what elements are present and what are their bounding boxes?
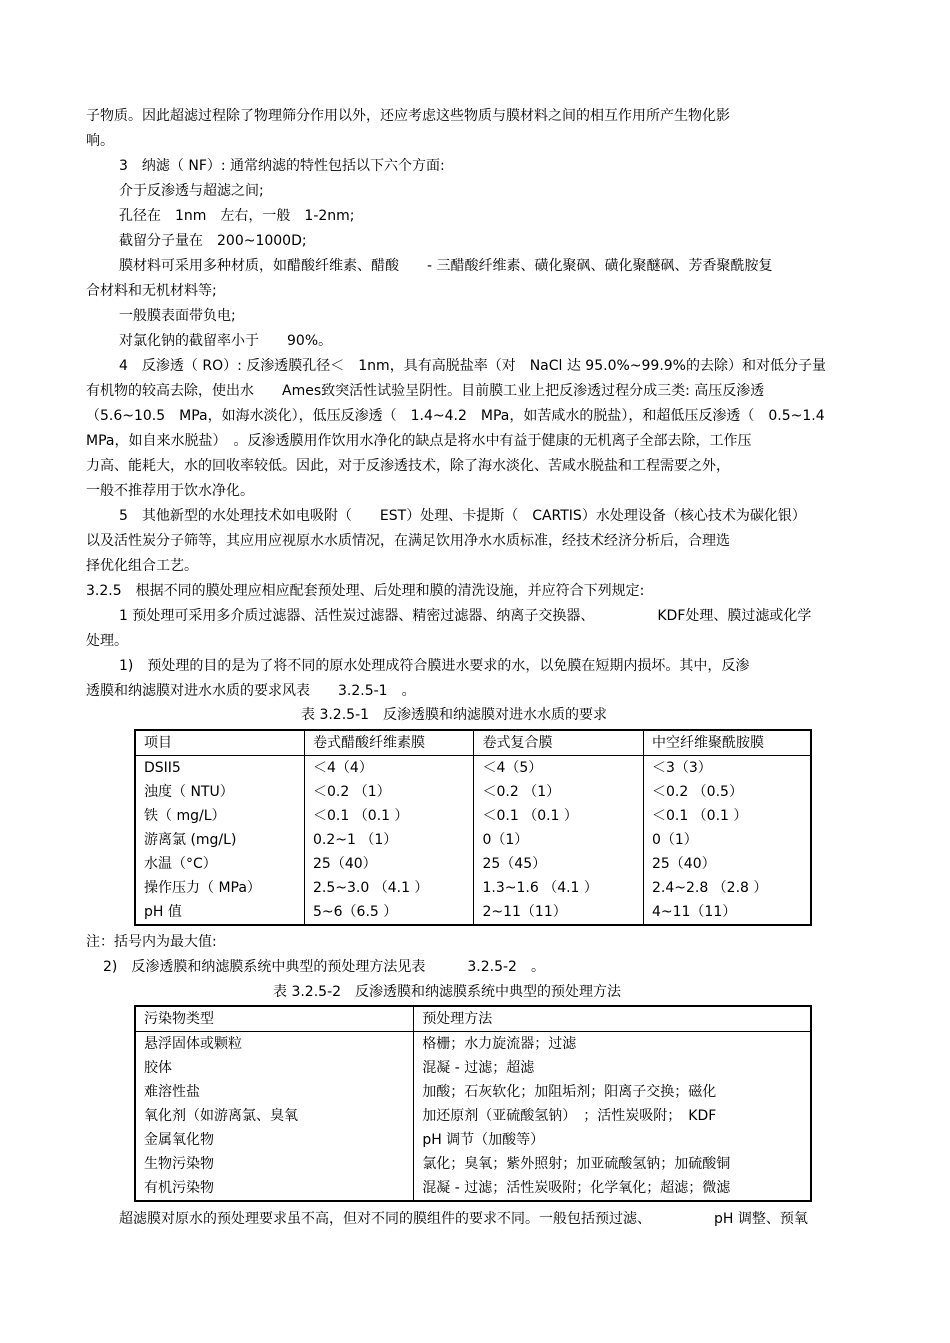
paragraph-line: 对氯化钠的截留率小于 90%。 <box>119 333 333 349</box>
table-cell: 铁（ mg/L） <box>135 804 305 828</box>
table-row <box>135 1080 811 1104</box>
table1-caption: 表 3.2.5-1 反渗透膜和纳滤膜对进水水质的要求 <box>301 707 608 723</box>
paragraph-line: 透膜和纳滤膜对进水水质的要求风表 3.2.5-1 。 <box>86 683 416 699</box>
table-cell: 水温（°C） <box>135 852 305 876</box>
table-row <box>135 1128 811 1152</box>
table-row <box>135 1056 811 1080</box>
table-cell: ＜4（5） <box>474 756 643 781</box>
table-row <box>135 1032 811 1057</box>
table2-caption: 表 3.2.5-2 反渗透膜和纳滤膜系统中典型的预处理方法 <box>273 984 622 1000</box>
table-header-cell: 污染物类型 <box>135 1006 414 1032</box>
table-cell: 难溶性盐 <box>135 1080 414 1104</box>
paragraph-line: （5.6~10.5 MPa，如海水淡化），低压反渗透（ 1.4~4.2 MPa，如苦咸水的脱盐），和超低压反渗透（ 0.5~1.4 <box>86 408 825 424</box>
table-cell: 2.5~3.0 （4.1 ） <box>305 876 474 900</box>
paragraph-line: 膜材料可采用多种材质，如醋酸纤维素、醋酸 - 三醋酸纤维素、磺化聚砜、磺化聚醚砜、芳香聚酰胺复 <box>119 258 773 274</box>
table-cell: 有机污染物 <box>135 1176 414 1201</box>
paragraph-line: 2) 反渗透膜和纳滤膜系统中典型的预处理方法见表 3.2.5-2 。 <box>103 959 545 975</box>
table-cell: 加酸；石灰软化；加阻垢剂；阳离子交换；磁化 <box>414 1080 811 1104</box>
table-row <box>135 804 811 828</box>
table-cell: 操作压力（ MPa） <box>135 876 305 900</box>
table-cell: 格栅；水力旋流器；过滤 <box>414 1032 811 1057</box>
table-row <box>135 756 811 781</box>
table-cell: ＜0.1 （0.1 ） <box>474 804 643 828</box>
table-cell: ＜0.1 （0.1 ） <box>305 804 474 828</box>
table-cell: 氯化；臭氧；紫外照射；加亚硫酸氢钠；加硫酸铜 <box>414 1152 811 1176</box>
table-cell: 4~11（11） <box>643 900 811 925</box>
paragraph-line: 子物质。因此超滤过程除了物理筛分作用以外，还应考虑这些物质与膜材料之间的相互作用所产生物化影 <box>86 108 730 124</box>
paragraph-line: 以及活性炭分子筛等，其应用应视原水水质情况，在满足饮用净水水质标准，经技术经济分析后，合理选 <box>86 533 730 549</box>
table-row <box>135 852 811 876</box>
paragraph-line: 孔径在 1nm 左右，一般 1-2nm; <box>119 208 355 224</box>
table-cell: 0（1） <box>474 828 643 852</box>
table-cell: 25（40） <box>305 852 474 876</box>
table-row <box>135 876 811 900</box>
table-header-cell: 项目 <box>135 730 305 756</box>
paragraph-line: 力高、能耗大，水的回收率较低。因此，对于反渗透技术，除了海水淡化、苦咸水脱盐和工程需要之外， <box>86 458 730 474</box>
table-cell: 浊度（ NTU） <box>135 780 305 804</box>
paragraph-line: 合材料和无机材料等; <box>86 283 217 299</box>
paragraph-line: 1 预处理可采用多介质过滤器、活性炭过滤器、精密过滤器、纳离子交换器、 KDF处理、膜过滤或化学 <box>119 608 812 624</box>
paragraph-line: 响。 <box>86 133 114 149</box>
table-row <box>135 900 811 925</box>
section-other-heading: 5 其他新型的水处理技术如电吸附（ EST）处理、卡提斯（ CARTIS）水处理设备（核心技术为碳化银） <box>119 508 806 524</box>
table-cell: 0.2~1 （1） <box>305 828 474 852</box>
table-row <box>135 1104 811 1128</box>
table-cell: 生物污染物 <box>135 1152 414 1176</box>
feedwater-requirements-table <box>134 729 812 926</box>
table-cell: ＜0.1 （0.1 ） <box>643 804 811 828</box>
table-cell: ＜0.2 （1） <box>474 780 643 804</box>
table-cell: 2~11（11） <box>474 900 643 925</box>
table-cell: 加还原剂（亚硫酸氢钠） ；活性炭吸附； KDF <box>414 1104 811 1128</box>
paragraph-line: 截留分子量在 200~1000D; <box>119 233 307 249</box>
table-cell: ＜0.2 （1） <box>305 780 474 804</box>
table-header-cell: 中空纤维聚酰胺膜 <box>643 730 811 756</box>
table-cell: pH 调节（加酸等） <box>414 1128 811 1152</box>
table-cell: ＜3（3） <box>643 756 811 781</box>
table-row <box>135 828 811 852</box>
paragraph-line: 有机物的较高去除，使出水 Ames致突活性试验呈阴性。目前膜工业上把反渗透过程分成三类: 高压反渗透 <box>86 383 765 399</box>
table-cell: ＜4（4） <box>305 756 474 781</box>
paragraph-line: MPa，如自来水脱盐） 。反渗透膜用作饮用水净化的缺点是将水中有益于健康的无机离子全部去除，工作压 <box>86 433 752 449</box>
table-cell: 氧化剂（如游离氯、臭氧 <box>135 1104 414 1128</box>
table-row <box>135 1152 811 1176</box>
table-row <box>135 1176 811 1201</box>
table-header-row <box>135 1006 811 1032</box>
paragraph-line: 择优化组合工艺。 <box>86 558 198 574</box>
paragraph-line: 处理。 <box>86 633 128 649</box>
table-header-cell: 卷式醋酸纤维素膜 <box>305 730 474 756</box>
table-cell: 混凝 - 过滤；超滤 <box>414 1056 811 1080</box>
clause-3-2-5: 3.2.5 根据不同的膜处理应相应配套预处理、后处理和膜的清洗设施，并应符合下列规定: <box>86 583 645 599</box>
table-cell: 游离氯 (mg/L) <box>135 828 305 852</box>
section-nf-heading: 3 纳滤（ NF）: 通常纳滤的特性包括以下六个方面: <box>119 158 445 174</box>
paragraph-line: 一般膜表面带负电; <box>119 308 236 324</box>
table-cell: 5~6（6.5 ） <box>305 900 474 925</box>
table-header-cell: 卷式复合膜 <box>474 730 643 756</box>
table-cell: 1.3~1.6 （4.1 ） <box>474 876 643 900</box>
paragraph-line: 1) 预处理的目的是为了将不同的原水处理成符合膜进水要求的水，以免膜在短期内损坏。其中，反渗 <box>119 658 750 674</box>
table-cell: 混凝 - 过滤；活性炭吸附；化学氧化；超滤；微滤 <box>414 1176 811 1201</box>
table-header-row <box>135 730 811 756</box>
table-cell: 悬浮固体或颗粒 <box>135 1032 414 1057</box>
table-cell: DSII5 <box>135 756 305 781</box>
paragraph-line: 介于反渗透与超滤之间; <box>119 183 264 199</box>
table-cell: ＜0.2 （0.5） <box>643 780 811 804</box>
table-cell: 25（45） <box>474 852 643 876</box>
table-cell: 0（1） <box>643 828 811 852</box>
table-header-cell: 预处理方法 <box>414 1006 811 1032</box>
paragraph-line: 超滤膜对原水的预处理要求虽不高，但对不同的膜组件的要求不同。一般包括预过滤、 pH 调整、预氧 <box>119 1211 808 1227</box>
table-cell: 金属氧化物 <box>135 1128 414 1152</box>
table-cell: 2.4~2.8 （2.8 ） <box>643 876 811 900</box>
paragraph-line: 一般不推荐用于饮水净化。 <box>86 483 254 499</box>
table-row <box>135 780 811 804</box>
table1-note: 注：括号内为最大值: <box>86 934 217 950</box>
table-cell: 胶体 <box>135 1056 414 1080</box>
pretreatment-methods-table <box>134 1005 812 1202</box>
table-cell: 25（40） <box>643 852 811 876</box>
table-cell: pH 值 <box>135 900 305 925</box>
section-ro-heading: 4 反渗透（ RO）: 反渗透膜孔径＜ 1nm，具有高脱盐率（对 NaCl 达 95.0%~99.9%的去除）和对低分子量 <box>119 358 826 374</box>
